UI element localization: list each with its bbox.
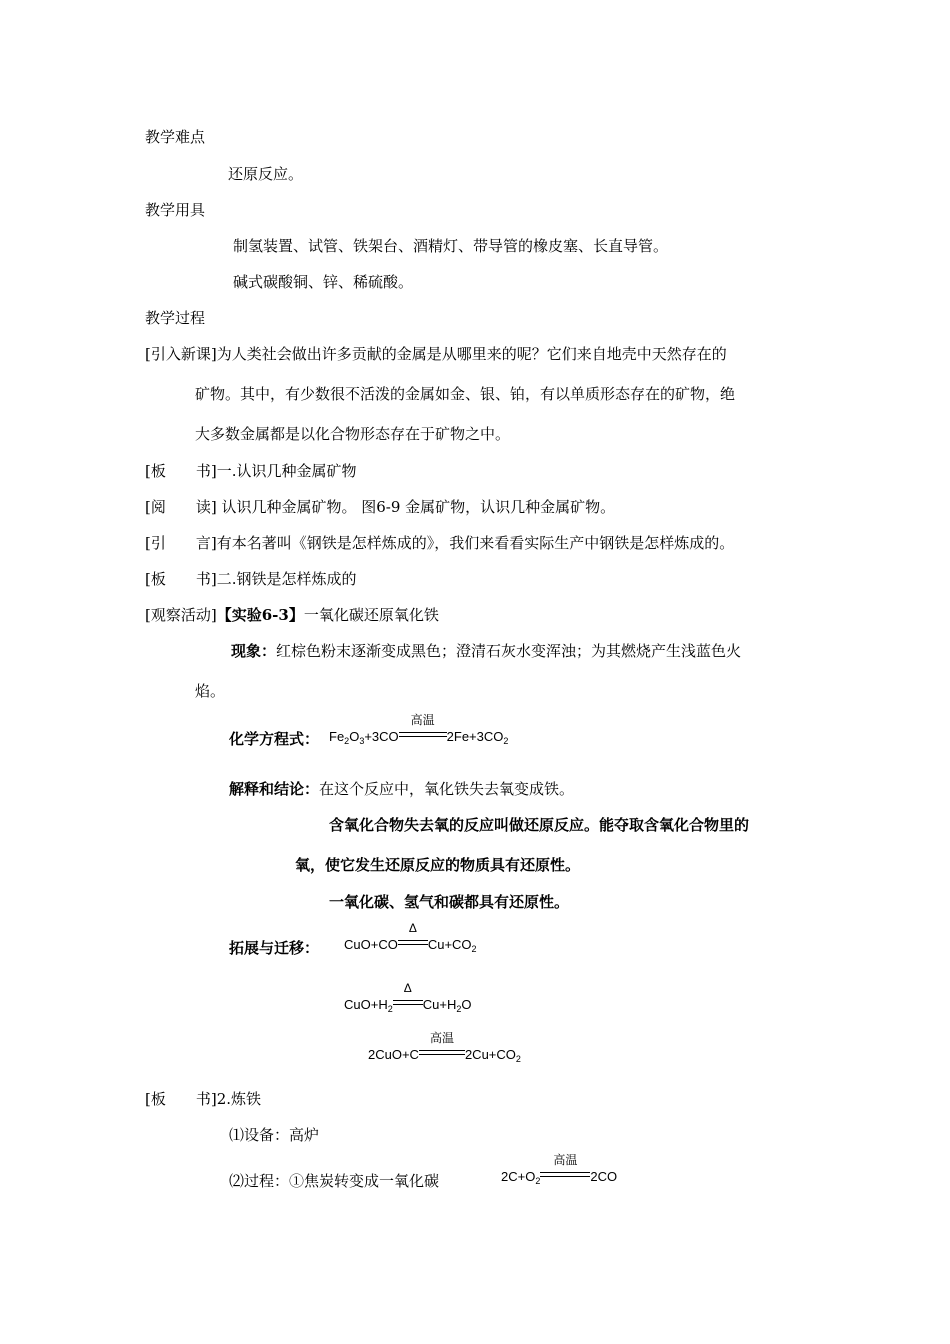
reaction-condition: 高温 (540, 1168, 590, 1186)
equipment-item: ⑴设备：高炉 (229, 1126, 320, 1144)
quote-text: 言]有本名著叫《钢铁是怎样炼成的》，我们来看看实际生产中钢铁是怎样炼成的。 (195, 534, 735, 552)
phenomenon-line (231, 641, 805, 661)
equation-cuo-co: CuO+CO Δ $Cu+CO_2$ (344, 921, 477, 954)
tools-list-2: 碱式碳酸铜、锌、稀硫酸。 (233, 273, 414, 291)
activity-tag: [观察活动] (145, 606, 217, 624)
reading-text: 读] 认识几种金属矿物。 图6-9 金属矿物，认识几种金属矿物。 (195, 498, 616, 516)
tools-list-1: 制氢装置、试管、铁架台、酒精灯、带导管的橡皮塞、长直导管。 (233, 237, 669, 255)
intro-paragraph-line-1: [引入新课]为人类社会做出许多贡献的金属是从哪里来的呢？它们来自地壳中天然存在的 (145, 345, 727, 363)
conclusion-line-1: 含氧化合物失去氧的反应叫做还原反应。能夺取含氧化合物里的 (329, 816, 750, 834)
phenomenon-line-2: 焰。 (195, 682, 226, 700)
heading-teaching-difficulty: 教学难点 (145, 128, 206, 146)
quote-section (145, 533, 734, 553)
heading-teaching-process: 教学过程 (145, 309, 206, 327)
bracket-tag: [板 (145, 462, 166, 480)
experiment-label: 【实验6-3】 (216, 606, 304, 624)
phenomenon-label: 现象： (231, 642, 277, 660)
phenomenon-text: 红棕色粉末逐渐变成黑色；澄清石灰水变浑浊；为其燃烧产生浅蓝色火 (276, 642, 742, 660)
intro-paragraph-line-3: 大多数金属都是以化合物形态存在于矿物之中。 (195, 425, 511, 443)
bracket-tag: [板 (145, 1090, 166, 1108)
process-item: ⑵过程：①焦炭转变成一氧化碳 (229, 1172, 440, 1190)
heading-teaching-tools: 教学用具 (145, 201, 206, 219)
difficulty-text: 还原反应。 (228, 165, 304, 183)
equation-cuo-h2: $CuO+H_2$ Δ $Cu+H_2O$ (344, 981, 472, 1014)
board-text: 书]二.钢铁是怎样炼成的 (195, 570, 357, 588)
equation-cuo-c: 2CuO+C 高温 $2Cu+CO_2$ (368, 1031, 521, 1064)
board-text: 书]2.炼铁 (195, 1090, 262, 1108)
board-section-1 (145, 461, 356, 481)
conclusion-line-2: 氧，使它发生还原反应的物质具有还原性。 (295, 856, 581, 874)
conclusion-line-3: 一氧化碳、氢气和碳都具有还原性。 (329, 893, 570, 911)
reading-section (145, 497, 615, 517)
explanation-label: 解释和结论： (229, 780, 320, 798)
board-section-2 (145, 569, 356, 589)
reaction-condition: 高温 (419, 1046, 465, 1064)
observation-activity (145, 605, 439, 625)
bracket-tag: [引 (145, 534, 166, 552)
reaction-condition: Δ (398, 936, 428, 954)
experiment-title: 一氧化碳还原氧化铁 (303, 606, 439, 624)
reaction-condition: 高温 (399, 728, 447, 746)
board-text: 书]一.认识几种金属矿物 (195, 462, 357, 480)
board-section-3 (145, 1089, 261, 1109)
equation-label: 化学方程式： (229, 730, 320, 748)
intro-paragraph-line-2: 矿物。其中，有少数很不活泼的金属如金、银、铂，有以单质形态存在的矿物，绝 (195, 385, 736, 403)
bracket-tag: [板 (145, 570, 166, 588)
explanation-line (229, 779, 574, 799)
equation-c-o2: $2C+O_2$ 高温 2CO (501, 1153, 618, 1186)
equation-iron-oxide-reduction: $Fe_2O_3+3CO$ 高温 $2Fe+3CO_2$ (329, 713, 509, 746)
extension-label: 拓展与迁移： (229, 939, 320, 957)
explanation-text: 在这个反应中，氧化铁失去氧变成铁。 (319, 780, 575, 798)
bracket-tag: [阅 (145, 498, 166, 516)
reaction-condition: Δ (393, 996, 423, 1014)
